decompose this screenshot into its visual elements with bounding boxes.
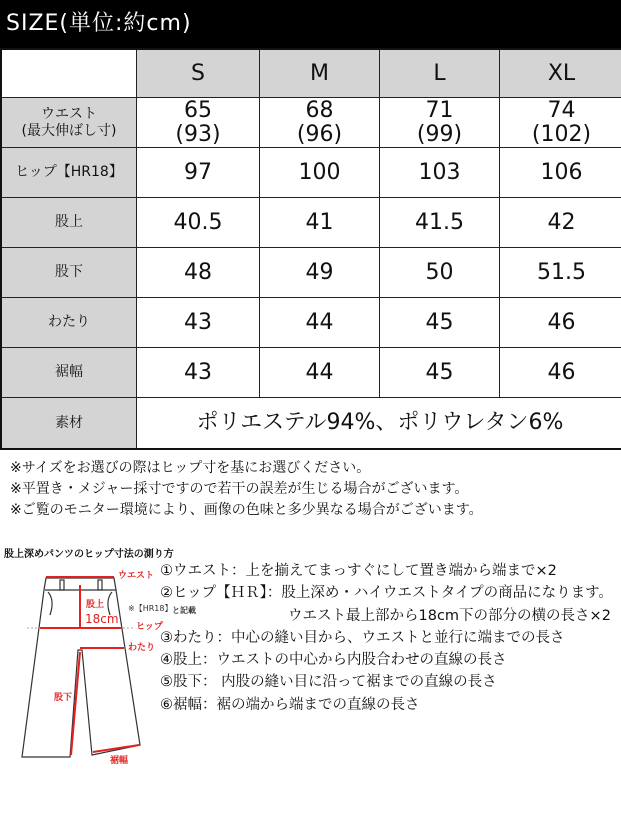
- size-header-l: L: [380, 50, 500, 98]
- size-value: 71 (99): [380, 98, 500, 148]
- row-label: 股下: [2, 248, 137, 298]
- label-hip: ヒップ: [136, 622, 163, 632]
- size-value: 103: [380, 148, 500, 198]
- legend-item: ③わたり：中心の縫い目から、ウエストと並行に端までの長さ: [160, 629, 565, 646]
- label-inseam: 股下: [54, 693, 73, 703]
- pants-illustration: [0, 560, 173, 775]
- size-title: SIZE(単位:約cm): [0, 0, 621, 48]
- size-value: 42: [500, 198, 621, 248]
- legend-item: ①ウエスト：上を揃えてまっすぐにして置き端から端まで×2: [160, 563, 557, 579]
- note: ※平置き・メジャー採寸ですので若干の誤差が生じる場合がございます。: [10, 481, 469, 497]
- label-waist: ウエスト: [118, 571, 155, 581]
- size-value: 40.5: [137, 198, 260, 248]
- size-header-m: M: [260, 50, 380, 98]
- row-label: わたり: [2, 298, 137, 348]
- size-value: 45: [380, 298, 500, 348]
- label-hem: 裾幅: [110, 756, 129, 766]
- legend-item: ⑥裾幅：裾の端から端までの直線の長さ: [160, 696, 420, 713]
- size-value: 46: [500, 298, 621, 348]
- size-value: 68 (96): [260, 98, 380, 148]
- size-value: 44: [260, 348, 380, 398]
- legend-item: ⑤股下： 内股の縫い目に沿って裾までの直線の長さ: [160, 674, 497, 691]
- corner-cell: [2, 50, 137, 98]
- size-value: 44: [260, 298, 380, 348]
- label-hr-note2: と記載: [172, 606, 196, 615]
- size-header-xl: XL: [500, 50, 621, 98]
- size-value: 41.5: [380, 198, 500, 248]
- legend-item: ウエスト最上部から18cm下の部分の横の長さ×2: [288, 607, 611, 624]
- size-value: 97: [137, 148, 260, 198]
- size-value: 43: [137, 348, 260, 398]
- size-value: 41: [260, 198, 380, 248]
- row-label: ヒップ【HR18】: [2, 148, 137, 198]
- size-header-s: S: [137, 50, 260, 98]
- size-value: 106: [500, 148, 621, 198]
- material-value: ポリエステル94%、ポリウレタン6%: [137, 398, 621, 448]
- size-value: 49: [260, 248, 380, 298]
- diagram-title: 股上深めパンツのヒップ寸法の測り方: [4, 549, 174, 560]
- row-label: 股上: [2, 198, 137, 248]
- notes: [10, 458, 483, 521]
- label-rise-length: 18cm: [85, 612, 119, 626]
- material-label: 素材: [2, 398, 137, 448]
- size-value: 46: [500, 348, 621, 398]
- label-hr-note: ※【HR18】: [128, 604, 173, 613]
- size-value: 65 (93): [137, 98, 260, 148]
- measurement-legend: [160, 560, 613, 716]
- legend-item: ④股上：ウエストの中心から内股合わせの直線の長さ: [160, 652, 507, 669]
- size-value: 100: [260, 148, 380, 198]
- row-label: ウエスト (最大伸ばし寸): [2, 98, 137, 148]
- label-rise: 股上: [86, 600, 105, 610]
- size-value: 50: [380, 248, 500, 298]
- size-table: [0, 48, 621, 450]
- note: ※サイズをお選びの際はヒップ寸を基にお選びください。: [10, 460, 371, 476]
- size-value: 45: [380, 348, 500, 398]
- legend-item: ②ヒップ【ＨＲ】：股上深め・ハイウエストタイプの商品になります。: [160, 585, 613, 602]
- row-label: 裾幅: [2, 348, 137, 398]
- note: ※ご覧のモニター環境により、画像の色味と多少異なる場合がございます。: [10, 502, 483, 518]
- size-value: 43: [137, 298, 260, 348]
- size-value: 74 (102): [500, 98, 621, 148]
- label-thigh: わたり: [128, 643, 156, 653]
- size-value: 51.5: [500, 248, 621, 298]
- size-value: 48: [137, 248, 260, 298]
